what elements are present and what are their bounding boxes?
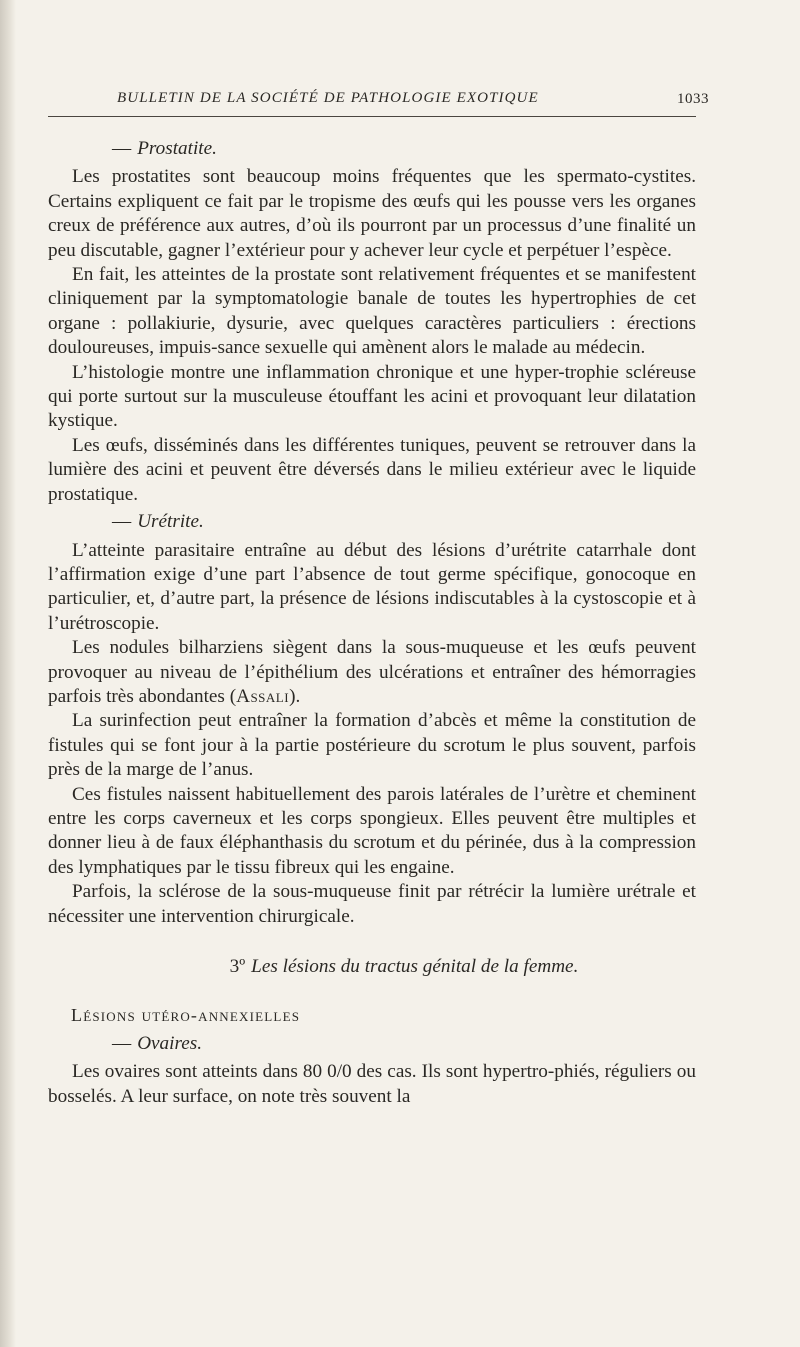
- page-body: [48, 134, 696, 1109]
- header-rule: [48, 116, 696, 117]
- paragraph-text: ).: [289, 685, 301, 707]
- paragraph: Parfois, la sclérose de la sous-muqueuse finit par rétrécir la lumière urétrale et nécessiter une intervention chirurgicale.: [48, 881, 696, 927]
- heading-dash: —: [112, 511, 132, 533]
- uretrite-heading: [48, 510, 696, 534]
- section-number: 3º: [229, 956, 246, 977]
- running-title: BULLETIN DE LA SOCIÉTÉ DE PATHOLOGIE EXOTIQUE: [117, 90, 539, 106]
- paragraph: Les œufs, disséminés dans les différentes tuniques, peuvent se retrouver dans la lumière des acini et peuvent être déversés dans le milieu extérieur avec le liquide prostatique.: [48, 434, 696, 505]
- paragraph: La surinfection peut entraîner la formation d’abcès et même la constitution de fistules qui se font jour à la partie postérieure du scrotum le plus souvent, parfois près de la marge de l’anus.: [48, 710, 696, 781]
- paragraph: L’histologie montre une inflammation chronique et une hyper-trophie scléreuse qui porte surtout sur la musculeuse étouffant les acini et provoquant leur dilatation kystique.: [48, 361, 696, 432]
- heading-dash: —: [112, 138, 132, 159]
- paragraph: Les prostatites sont beaucoup moins fréquentes que les spermato-cystites. Certains expliquent ce fait par le tropisme des œufs qui les pousse vers les organes creux de préférence aux autres, d’où ils pourront par un processus d’une finalité un peu discutable, gagner l’extérieur pour y achever leur cycle et perpétuer l’espèce.: [48, 166, 696, 261]
- paragraph: L’atteinte parasitaire entraîne au début des lésions d’urétrite catarrhale dont l’affirmation exige d’une part l’absence de tout germe spécifique, gonocoque en particulier, et, d’autre part, la présence de lésions indiscutables à la cystoscopie et à l’urétroscopie.: [48, 539, 696, 634]
- page-number: 1033: [677, 91, 709, 107]
- heading-title: Urétrite.: [137, 511, 204, 533]
- subsection-heading: Lésions utéro-annexielles: [71, 1005, 301, 1026]
- paragraph: Ces fistules naissent habituellement des parois latérales de l’urètre et cheminent entre les corps caverneux et les corps spongieux. Elles peuvent être multiples et donner lieu à de faux éléphanthasis du scrotum et du périnée, dus à la compression des lymphatiques par le tissu fibreux qui les engaine.: [48, 783, 696, 878]
- heading-dash: —: [112, 1032, 132, 1054]
- paragraph: [48, 636, 696, 709]
- prostatite-heading: [48, 137, 696, 161]
- paragraph-text: Les nodules bilharziens siègent dans la sous-muqueuse et les œufs peuvent provoquer au niveau de l’épithélium des ulcérations et entraîner des hémorragies parfois très abondantes (: [48, 637, 696, 707]
- paragraph: Les ovaires sont atteints dans 80 0/0 des cas. Ils sont hypertro-phiés, réguliers ou bosselés. A leur surface, on note très souvent la: [48, 1061, 696, 1107]
- author-name: Assali: [236, 685, 290, 707]
- section-title: Les lésions du tractus génital de la femme.: [251, 956, 579, 977]
- ovaires-heading: [48, 1032, 696, 1056]
- section-heading: [48, 955, 696, 979]
- running-header: [117, 90, 709, 114]
- paragraph: En fait, les atteintes de la prostate sont relativement fréquentes et se manifestent cliniquement par la symptomatologie banale de toutes les hypertrophies de cet organe : pollakiurie, dysurie, avec quelques caractères particuliers : érections douloureuses, impuis-sance sexuelle qui amènent alors le malade au médecin.: [48, 264, 696, 359]
- heading-title: Prostatite.: [137, 138, 217, 159]
- page-edge-shadow: [0, 0, 16, 1347]
- heading-title: Ovaires.: [137, 1032, 203, 1054]
